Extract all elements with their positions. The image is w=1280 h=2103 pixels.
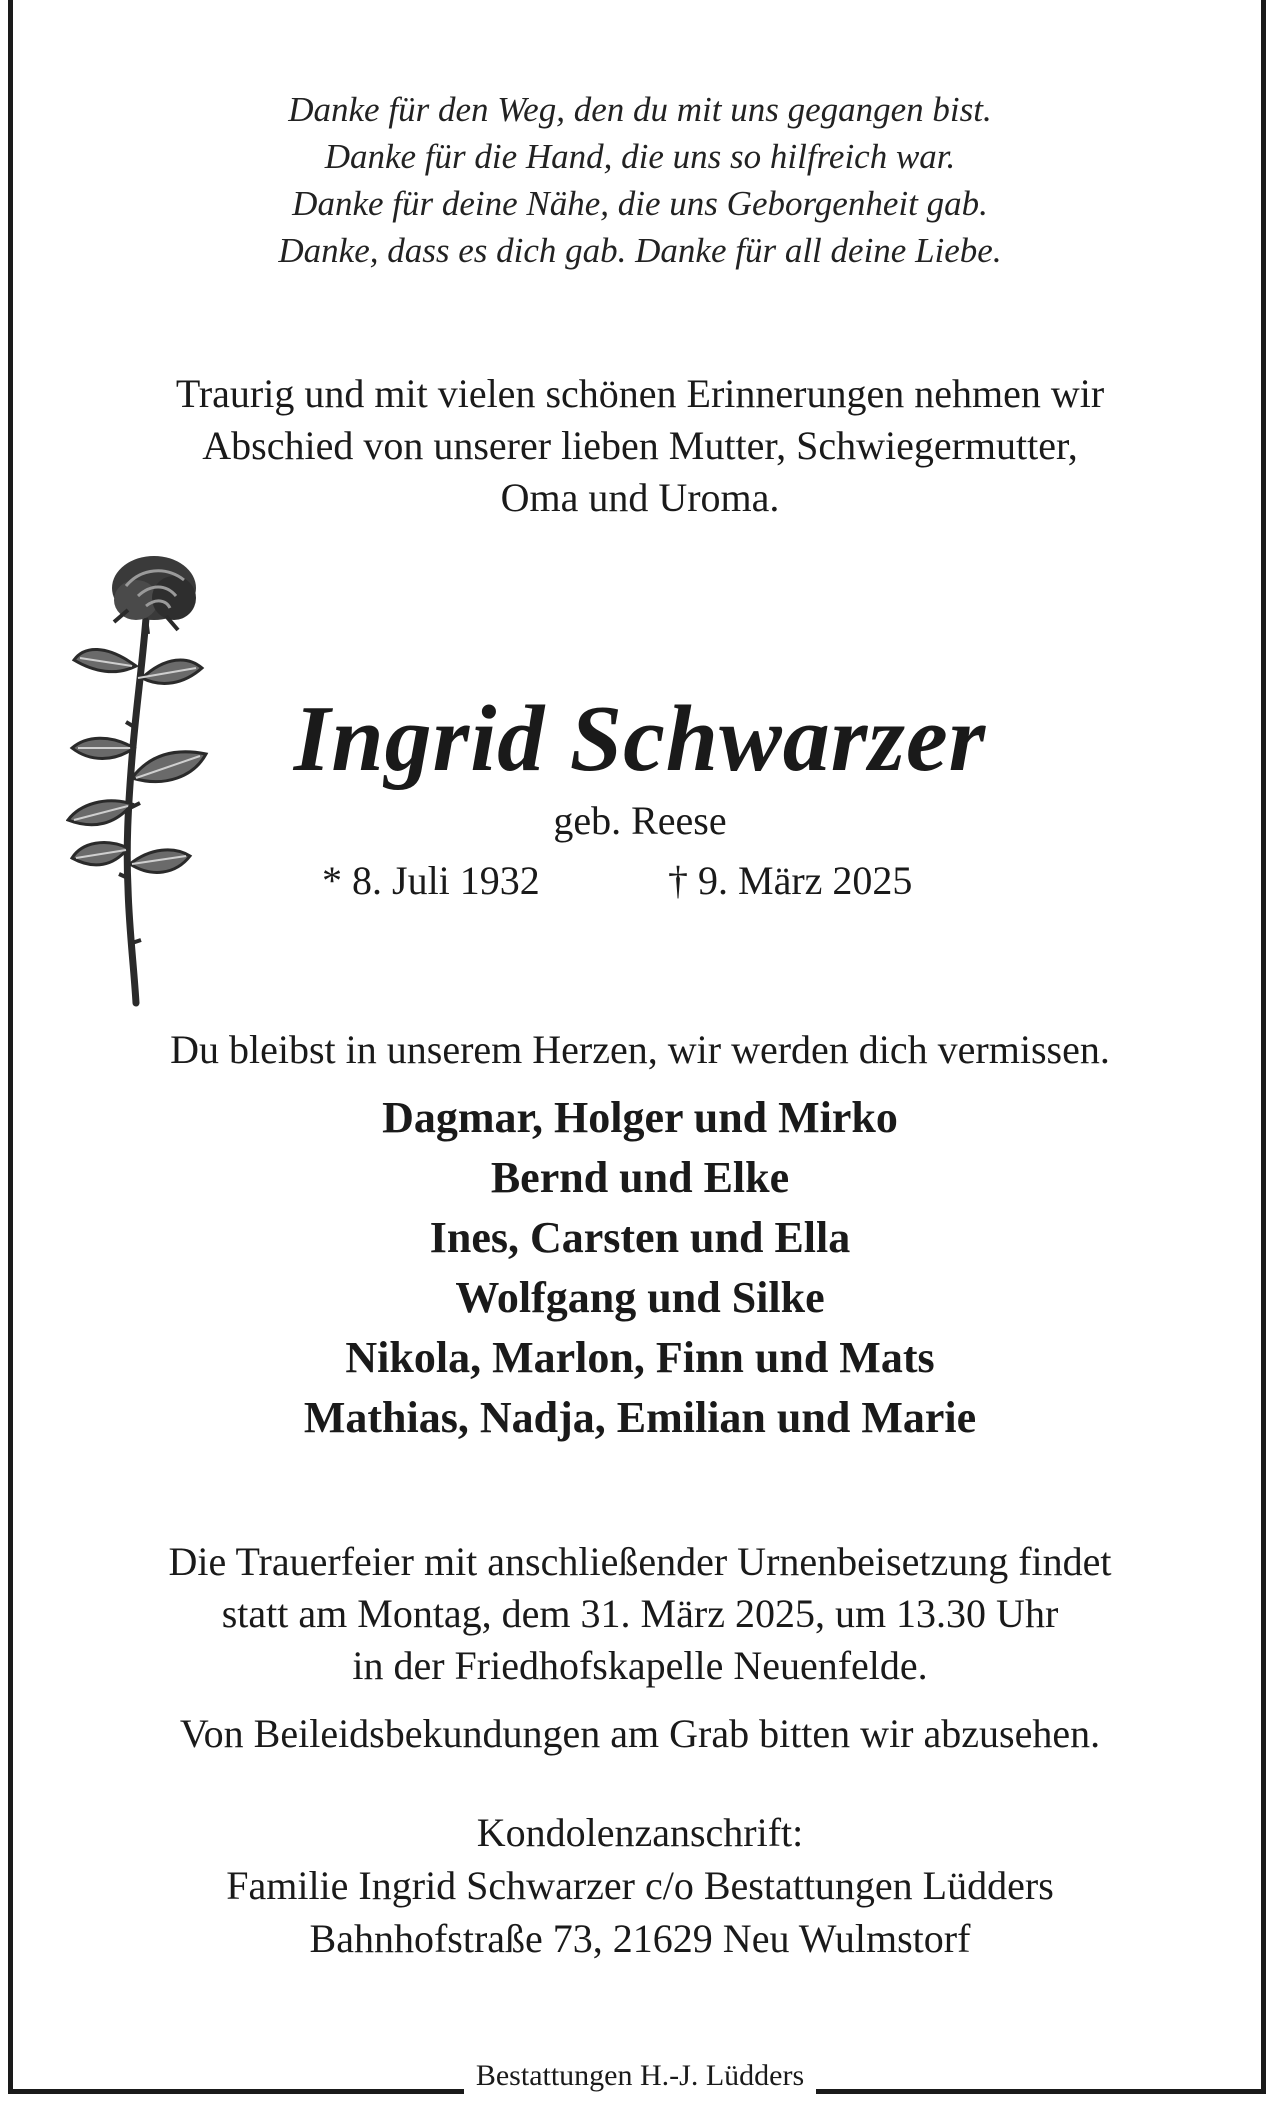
mourner-entry: Mathias, Nadja, Emilian und Marie bbox=[303, 1393, 977, 1442]
intro-text bbox=[0, 368, 1280, 524]
death-date: † 9. März 2025 bbox=[668, 858, 913, 903]
poem-line: Danke für den Weg, den du mit uns gegangen bist. bbox=[288, 90, 992, 129]
service-line: Die Trauerfeier mit anschließender Urnenbeisetzung findet bbox=[168, 1539, 1112, 1584]
no-condolences-note: Von Beileidsbekundungen am Grab bitten wir abzusehen. bbox=[179, 1711, 1101, 1756]
intro-line: Oma und Uroma. bbox=[500, 475, 780, 520]
mourner-entry: Bernd und Elke bbox=[490, 1153, 790, 1202]
address-line: Familie Ingrid Schwarzer c/o Bestattungen Lüdders bbox=[226, 1863, 1054, 1908]
service-line: statt am Montag, dem 31. März 2025, um 13.30 Uhr bbox=[221, 1591, 1059, 1636]
footer bbox=[0, 2056, 1280, 2096]
address-line: Bahnhofstraße 73, 21629 Neu Wulmstorf bbox=[309, 1916, 971, 1961]
poem-line: Danke für die Hand, die uns so hilfreich war. bbox=[324, 137, 956, 176]
mourner-entry: Dagmar, Holger und Mirko bbox=[382, 1093, 898, 1142]
farewell-line: Du bleibst in unserem Herzen, wir werden dich vermissen. bbox=[170, 1027, 1110, 1072]
mourner-entry: Ines, Carsten und Ella bbox=[429, 1213, 851, 1262]
address-heading: Kondolenzanschrift: bbox=[476, 1810, 804, 1855]
birth-date: * 8. Juli 1932 bbox=[322, 858, 540, 903]
mourners-list bbox=[0, 1088, 1280, 1448]
service-details bbox=[0, 1536, 1280, 1692]
poem bbox=[0, 86, 1280, 274]
poem-line: Danke, dass es dich gab. Danke für all deine Liebe. bbox=[278, 231, 1002, 270]
deceased-name: Ingrid Schwarzer bbox=[293, 687, 987, 791]
condolence-address bbox=[0, 1806, 1280, 1965]
intro-line: Abschied von unserer lieben Mutter, Schwiegermutter, bbox=[202, 423, 1078, 468]
intro-line: Traurig und mit vielen schönen Erinnerungen nehmen wir bbox=[175, 371, 1105, 416]
birth-name: geb. Reese bbox=[553, 798, 727, 843]
service-line: in der Friedhofskapelle Neuenfelde. bbox=[352, 1643, 928, 1688]
poem-line: Danke für deine Nähe, die uns Geborgenheit gab. bbox=[292, 184, 988, 223]
funeral-home-credit: Bestattungen H.-J. Lüdders bbox=[464, 2056, 816, 2096]
mourner-entry: Wolfgang und Silke bbox=[455, 1273, 825, 1322]
rose-icon bbox=[66, 548, 216, 1008]
mourner-entry: Nikola, Marlon, Finn und Mats bbox=[345, 1333, 935, 1382]
